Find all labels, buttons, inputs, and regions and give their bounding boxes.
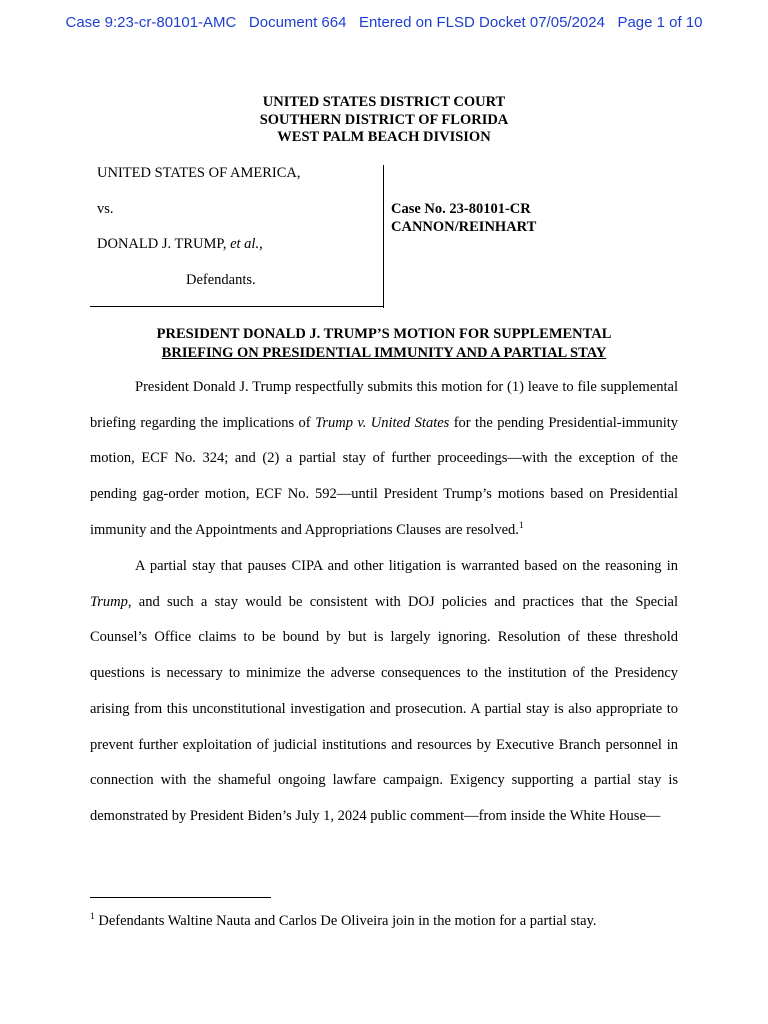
motion-title — [0, 325, 768, 363]
case-citation: Trump v. United States — [315, 414, 450, 431]
assigned-judges: CANNON/REINHART — [391, 218, 537, 235]
case-citation-short: Trump — [90, 593, 128, 610]
footnote-number: 1 — [90, 912, 95, 923]
et-al: et al. — [230, 236, 260, 252]
defendant-name: DONALD J. TRUMP, et al., — [97, 236, 263, 252]
paragraph-1: President Donald J. Trump respectfully submits this motion for (1) leave to file supplemental briefing regarding the implications of Trump v. United States for the pending Presidential-immunity motion, ECF No. 324; and (2) a partial stay of further proceedings—with the exception of the pending gag-order motion, ECF No. 592—until President Trump’s motions based on Presidential immunity and the Appointments and Appropriations Clauses are resolved.$^1$ — [90, 379, 679, 538]
footnote-text: Defendants Waltine Nauta and Carlos De Oliveira join in the motion for a partial stay. — [94, 913, 597, 929]
court-district: SOUTHERN DISTRICT OF FLORIDA — [259, 111, 509, 128]
plaintiff-name: UNITED STATES OF AMERICA, — [97, 165, 301, 181]
docket-header: Case 9:23-cr-80101-AMC Document 664 Entered on FLSD Docket 07/05/2024 Page 1 of 10 — [65, 14, 703, 31]
footnote-separator — [90, 897, 271, 898]
court-name: UNITED STATES DISTRICT COURT — [262, 94, 506, 110]
court-heading — [0, 94, 768, 147]
case-number: Case No. 23-80101-CR — [391, 201, 531, 217]
footnote-1 — [90, 913, 597, 930]
footnote-reference[interactable]: 1 — [518, 520, 524, 531]
caption-vertical-rule — [383, 165, 384, 308]
paragraph-2: A partial stay that pauses CIPA and other litigation is warranted based on the reasoning in Trump, and such a stay would be consistent with DOJ policies and practices that the Special Counsel’s Office claims to be bound by but is largely ignoring. Resolution of these threshold questions is necessary to minimize the adverse consequences to the institution of the Presidency arising from this unconstitutional investigation and prosecution. A partial stay is also appropriate to prevent further exploitation of judicial institutions and resources by Executive Branch personnel in connection with the shameful ongoing lawfare campaign. Exigency supporting a partial stay is demonstrated by President Biden’s July 1, 2024 public comment—from inside the White House— — [90, 558, 678, 824]
caption-horizontal-rule — [90, 306, 384, 307]
motion-title-line2: BRIEFING ON PRESIDENTIAL IMMUNITY AND A PARTIAL STAY — [161, 345, 607, 361]
court-division: WEST PALM BEACH DIVISION — [277, 129, 491, 145]
versus-label: vs. — [97, 201, 114, 217]
defendants-label: Defendants. — [186, 272, 256, 288]
case-number-block — [391, 201, 536, 236]
motion-title-line1: PRESIDENT DONALD J. TRUMP’S MOTION FOR SUPPLEMENTAL — [156, 326, 612, 342]
